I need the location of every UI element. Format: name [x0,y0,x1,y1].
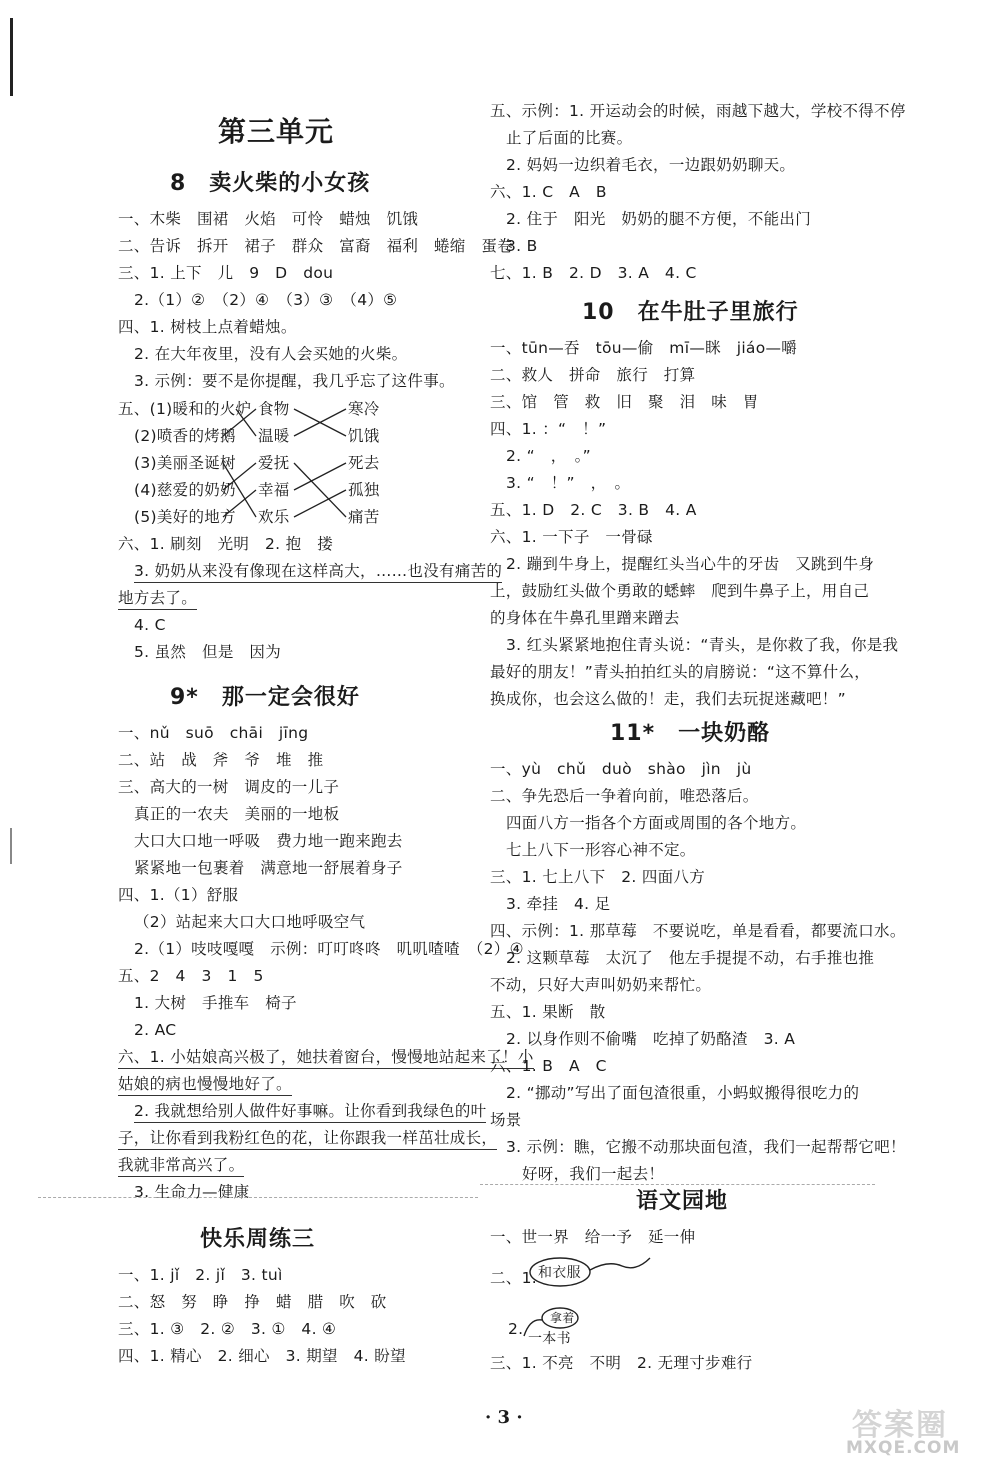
l11-q6a: 六、1. B A C [490,1057,607,1075]
scan-edge-bar [10,18,13,96]
l8-q6d: 5. 虽然 但是 因为 [134,643,282,661]
l10-q6b1: 2. 蹦到牛身上，提醒红头当心牛的牙齿 又跳到牛身 [506,555,875,573]
match-mid-1: 食物 [258,400,290,418]
garden-q2b-text: 一本书 [528,1331,571,1347]
l11-q1: 一、yù chǔ duò shào jìn jù [490,760,752,778]
l9-q4c: 2.（1）吱吱嘎嘎 示例：叮叮咚咚 叽叽喳喳 （2）④ [134,940,524,958]
l10-q6c3: 换成你，也会这么做的！走，我们去玩捉迷藏吧！” [490,690,846,708]
l11-q3a: 三、1. 七上八下 2. 四面八方 [490,868,706,886]
l11-q4b1: 2. 这颗草莓 太沉了 他左手提提不动，右手推也推 [506,949,875,967]
l11-q4a: 四、示例：1. 那草莓 不要说吃，单是看看，都要流口水。 [490,922,906,940]
l8-q4a: 四、1. 树枝上点着蜡烛。 [118,318,297,336]
l9-q6a1: 六、1. 小姑娘高兴极了，她扶着窗台，慢慢地站起来了！小 [118,1046,534,1069]
week-q3: 三、1. ③ 2. ② 3. ① 4. ④ [118,1320,337,1338]
top-q5b: 2. 妈妈一边织着毛衣，一边跟奶奶聊天。 [506,156,796,174]
top-q5a2: 止了后面的比赛。 [506,129,633,147]
l9-q5b: 1. 大树 手推车 椅子 [134,994,297,1012]
lesson-11-title: 11* 一块奶酪 [610,721,771,746]
l11-q4b2: 不动，只好大声叫奶奶来帮忙。 [490,976,712,994]
l9-q4b: （2）站起来大口大口地呼吸空气 [134,913,366,931]
l10-q6c2: 最好的朋友！”青头拍拍红头的肩膀说：“这不算什么， [490,663,871,681]
top-q6a: 六、1. C A B [490,183,607,201]
l10-q5: 五、1. D 2. C 3. B 4. A [490,501,697,519]
l9-q5a: 五、2 4 3 1 5 [118,967,264,985]
match-left-4: (4)慈爱的奶奶 [134,481,236,499]
top-q6c: 3. B [506,237,538,255]
match-right-4: 孤独 [348,481,380,499]
l8-q6c: 4. C [134,616,166,634]
l11-q6c2: 好呀，我们一起去！ [522,1165,665,1183]
l9-q6b2: 子，让你看到我粉红色的花，让你跟我一样茁壮成长， [118,1127,497,1150]
l11-q2b: 四面八方一指各个方面或周围的各个地方。 [506,814,807,832]
match-left-2: (2)喷香的烤鹅 [134,427,236,445]
garden-q1: 一、世一界 给一予 延一伸 [490,1228,696,1246]
l9-q6b1: 2. 我就想给别人做件好事嘛。让你看到我绿色的叶 [134,1100,486,1123]
match-right-1: 寒冷 [348,400,380,418]
lesson-10-title: 10 在牛肚子里旅行 [582,300,799,325]
l8-q4b: 2. 在大年夜里，没有人会买她的火柴。 [134,345,408,363]
l8-q1: 一、木柴 围裙 火焰 可怜 蜡烛 饥饿 [118,210,419,228]
l9-q1: 一、nǔ suō chāi jīng [118,724,309,742]
garden-q3: 三、1. 不亮 不明 2. 无理寸步难行 [490,1354,753,1372]
section-divider [38,1197,478,1198]
l10-q4a: 四、1. ：“ ！” [490,420,607,438]
l11-q5b: 2. 以身作则不偷嘴 吃掉了奶酪渣 3. A [506,1030,796,1048]
match-left-1: 五、(1)暖和的火炉 [118,400,252,418]
l10-q1: 一、tūn—吞 tōu—偷 mī—眯 jiáo—嚼 [490,339,798,357]
l10-q4c: 3. “ ！” ， 。 [506,474,631,492]
l8-q3b: 2.（1）② （2）④ （3）③ （4）⑤ [134,291,398,309]
l8-q6b1: 3. 奶奶从来没有像现在这样高大，……也没有痛苦的 [134,560,502,583]
match-mid-2: 温暖 [258,427,290,445]
top-q5a1: 五、示例：1. 开运动会的时候，雨越下越大，学校不得不停 [490,102,906,120]
l8-q3a: 三、1. 上下 儿 9 D dou [118,264,334,282]
match-right-3: 死去 [348,454,380,472]
l9-q5c: 2. AC [134,1021,177,1039]
lesson-9-title: 9* 那一定会很好 [170,685,360,710]
l8-q4c: 3. 示例：要不是你提醒，我几乎忘了这件事。 [134,372,455,390]
l11-q2c: 七上八下一形容心神不定。 [506,841,696,859]
l10-q6b3: 的身体在牛鼻孔里蹭来蹭去 [490,609,680,627]
match-mid-4: 幸福 [258,481,290,499]
l11-q6b1: 2. “挪动”写出了面包渣很重，小蚂蚁搬得很吃力的 [506,1084,860,1102]
matching-lines [118,0,480,560]
scan-edge-mark [10,828,12,864]
week-q4: 四、1. 精心 2. 细心 3. 期望 4. 盼望 [118,1347,406,1365]
l9-q6a2: 姑娘的病也慢慢地好了。 [118,1073,292,1096]
page-number: · 3 · [485,1407,523,1428]
l8-q6a: 六、1. 刷刻 光明 2. 抱 搂 [118,535,334,553]
l10-q6b2: 上，鼓励红头做个勇敢的蟋蟀 爬到牛鼻子上，用自己 [490,582,870,600]
top-q6b: 2. 住于 阳光 奶奶的腿不方便，不能出门 [506,210,812,228]
l9-q3b: 真正的一农夫 美丽的一地板 [134,805,340,823]
bubble-1-text: 和衣服 [538,1265,581,1281]
match-mid-5: 欢乐 [258,508,290,526]
l10-q2: 二、救人 拼命 旅行 打算 [490,366,696,384]
garden-q2b: 2. [508,1320,524,1338]
l9-q6c: 3. 生命力—健康 [134,1183,250,1201]
lesson-8-title: 8 卖火柴的小女孩 [170,171,371,196]
l11-q6c1: 3. 示例：瞧，它搬不动那块面包渣，我们一起帮帮它吧！ [506,1138,906,1156]
l11-q5a: 五、1. 果断 散 [490,1003,606,1021]
l9-q4a: 四、1.（1）舒服 [118,886,239,904]
l8-q6b2: 地方去了。 [118,587,197,610]
l11-q2a: 二、争先恐后一争着向前，唯恐落后。 [490,787,759,805]
l9-q2: 二、站 战 斧 爷 堆 推 [118,751,324,769]
l11-q6b2: 场景 [490,1111,522,1129]
l9-q3d: 紧紧地一包裹着 满意地一舒展着身子 [134,859,403,877]
garden-q2a: 二、1. [490,1269,537,1287]
week-practice-title: 快乐周练三 [200,1227,316,1252]
match-right-5: 痛苦 [348,508,380,526]
l10-q6a: 六、1. 一下子 一骨碌 [490,528,653,546]
watermark-logo: 答案圈 [852,1408,948,1443]
l11-q3b: 3. 牵挂 4. 足 [506,895,611,913]
l10-q4b: 2. “ ， 。” [506,447,591,465]
top-q7: 七、1. B 2. D 3. A 4. C [490,264,697,282]
match-left-5: (5)美好的地方 [134,508,236,526]
l10-q3: 三、馆 管 救 旧 聚 泪 味 胃 [490,393,759,411]
l9-q6b3: 我就非常高兴了。 [118,1154,244,1177]
l9-q3a: 三、高大的一树 调皮的一儿子 [118,778,340,796]
watermark [838,1400,988,1464]
unit-title: 第三单元 [218,115,335,148]
week-q2: 二、怒 努 睁 挣 蜡 腊 吹 砍 [118,1293,387,1311]
l9-q3c: 大口大口地一呼吸 费力地一跑来跑去 [134,832,403,850]
match-mid-3: 爱抚 [258,454,290,472]
bubble-2-text: 拿着 [550,1311,575,1325]
l10-q6c1: 3. 红头紧紧地抱住青头说：“青头，是你救了我，你是我 [506,636,899,654]
l8-q2: 二、告诉 拆开 裙子 群众 富裔 福利 蜷缩 蛋卷 [118,237,514,255]
garden-title: 语文园地 [636,1189,729,1214]
week-q1: 一、1. jǐ 2. jǐ 3. tuì [118,1266,283,1284]
match-left-3: (3)美丽圣诞树 [134,454,236,472]
match-right-2: 饥饿 [348,427,380,445]
watermark-text: MXQE.COM [846,1438,961,1458]
